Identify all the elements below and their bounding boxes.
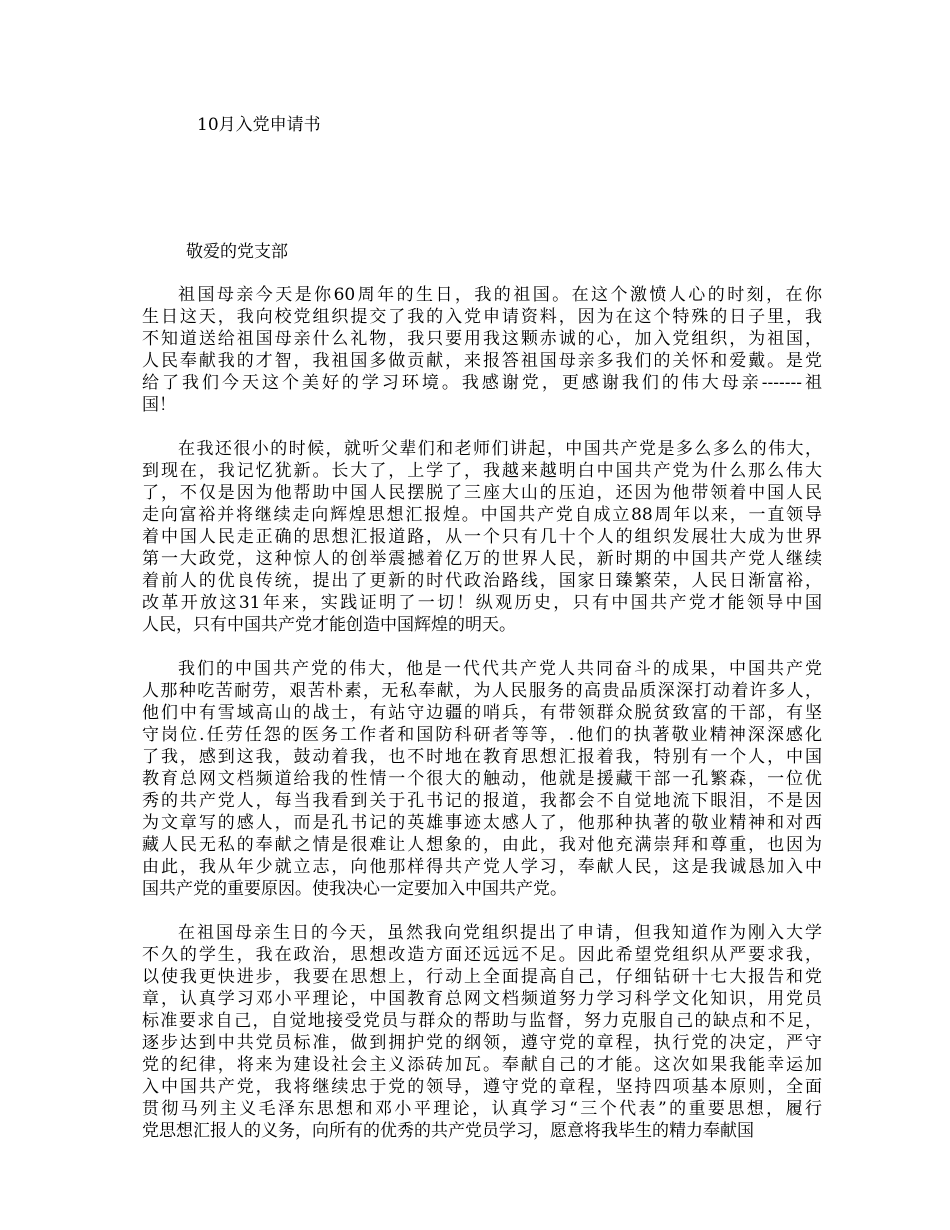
- paragraph-line: 逐步达到中共党员标准，做到拥护党的纲领，遵守党的章程，执行党的决定，严守: [142, 1033, 822, 1053]
- paragraph-line: 了，不仅是因为他帮助中国人民摆脱了三座大山的压迫，还因为他带领着中国人民: [142, 483, 822, 503]
- paragraph: [142, 658, 822, 900]
- document-body: [142, 284, 822, 1164]
- paragraph-line: 贯彻马列主义毛泽东思想和邓小平理论，认真学习“三个代表”的重要思想，履行: [142, 1099, 822, 1119]
- paragraph: [142, 922, 822, 1142]
- paragraph-line: 秀的共产党人，每当我看到关于孔书记的报道，我都会不自觉地流下眼泪，不是因: [142, 791, 822, 811]
- paragraph-line: 标准要求自己，自觉地接受党员与群众的帮助与监督，努力克服自己的缺点和不足，: [142, 1011, 822, 1031]
- paragraph-line: 给了我们今天这个美好的学习环境。我感谢党，更感谢我们的伟大母亲-------祖: [142, 373, 822, 393]
- paragraph-line: 第一大政党，这种惊人的创举震撼着亿万的世界人民，新时期的中国共产党人继续: [142, 549, 822, 569]
- paragraph-line: 在我还很小的时候，就听父辈们和老师们讲起，中国共产党是多么多么的伟大，: [178, 439, 822, 459]
- paragraph-line: 党思想汇报人的义务，向所有的优秀的共产党员学习，愿意将我毕生的精力奉献国: [142, 1121, 754, 1141]
- paragraph-line: 人那种吃苦耐劳，艰苦朴素，无私奉献，为人民服务的高贵品质深深打动着许多人，: [142, 681, 822, 701]
- paragraph-line: 着中国人民走正确的思想汇报道路，从一个只有几十个人的组织发展壮大成为世界: [142, 527, 822, 547]
- paragraph-line: 他们中有雪域高山的战士，有站守边疆的哨兵，有带领群众脱贫致富的干部，有坚: [142, 703, 822, 723]
- paragraph: [142, 284, 822, 416]
- paragraph-line: 为文章写的感人，而是孔书记的英雄事迹太感人了，他那种执著的敬业精神和对西: [142, 813, 822, 833]
- paragraph-line: 不知道送给祖国母亲什么礼物，我只要用我这颗赤诚的心，加入党组织，为祖国，: [142, 329, 822, 349]
- paragraph-line: 到现在，我记忆犹新。长大了，上学了，我越来越明白中国共产党为什么那么伟大: [142, 461, 822, 481]
- paragraph-line: 章，认真学习邓小平理论，中国教育总网文档频道努力学习科学文化知识，用党员: [142, 989, 822, 1009]
- paragraph-line: 国共产党的重要原因。使我决心一定要加入中国共产党。: [142, 879, 567, 899]
- paragraph-line: 党的纪律，将来为建设社会主义添砖加瓦。奉献自己的才能。这次如果我能幸运加: [142, 1055, 822, 1075]
- salutation: 敬爱的党支部: [186, 242, 288, 262]
- paragraph-line: 教育总网文档频道给我的性情一个很大的触动，他就是援藏干部一孔繁森，一位优: [142, 769, 822, 789]
- paragraph-line: 在祖国母亲生日的今天，虽然我向党组织提出了申请，但我知道作为刚入大学: [178, 923, 822, 943]
- paragraph-line: 藏人民无私的奉献之情是很难让人想象的，由此，我对他充满崇拜和尊重，也因为: [142, 835, 822, 855]
- document-title: 10月入党申请书: [197, 115, 321, 135]
- paragraph-line: 祖国母亲今天是你60周年的生日，我的祖国。在这个激愤人心的时刻，在你: [178, 285, 822, 305]
- paragraph-line: 以使我更快进步，我要在思想上，行动上全面提高自己，仔细钻研十七大报告和党: [142, 967, 822, 987]
- paragraph-line: 走向富裕并将继续走向辉煌思想汇报煌。中国共产党自成立88周年以来，一直领导: [142, 505, 822, 525]
- paragraph-line: 国！: [142, 395, 176, 415]
- paragraph: [142, 438, 822, 636]
- paragraph-line: 生日这天，我向校党组织提交了我的入党申请资料，因为在这个特殊的日子里，我: [142, 307, 822, 327]
- paragraph-line: 人民奉献我的才智，我祖国多做贡献，来报答祖国母亲多我们的关怀和爱戴。是党: [142, 351, 822, 371]
- paragraph-line: 守岗位.任劳任怨的医务工作者和国防科研者等等，.他们的执著敬业精神深深感化: [142, 725, 822, 745]
- paragraph-line: 入中国共产党，我将继续忠于党的领导，遵守党的章程，坚持四项基本原则，全面: [142, 1077, 822, 1097]
- paragraph-line: 我们的中国共产党的伟大，他是一代代共产党人共同奋斗的成果，中国共产党: [178, 659, 822, 679]
- paragraph-line: 人民，只有中国共产党才能创造中国辉煌的明天。: [142, 615, 516, 635]
- paragraph-line: 由此，我从年少就立志，向他那样得共产党人学习，奉献人民，这是我诚恳加入中: [142, 857, 822, 877]
- paragraph-line: 了我，感到这我，鼓动着我，也不时地在教育思想汇报着我，特别有一个人，中国: [142, 747, 822, 767]
- paragraph-line: 改革开放这31年来，实践证明了一切！纵观历史，只有中国共产党才能领导中国: [142, 593, 822, 613]
- paragraph-line: 不久的学生，我在政治，思想改造方面还远远不足。因此希望党组织从严要求我，: [142, 945, 822, 965]
- paragraph-line: 着前人的优良传统，提出了更新的时代政治路线，国家日臻繁荣，人民日渐富裕，: [142, 571, 822, 591]
